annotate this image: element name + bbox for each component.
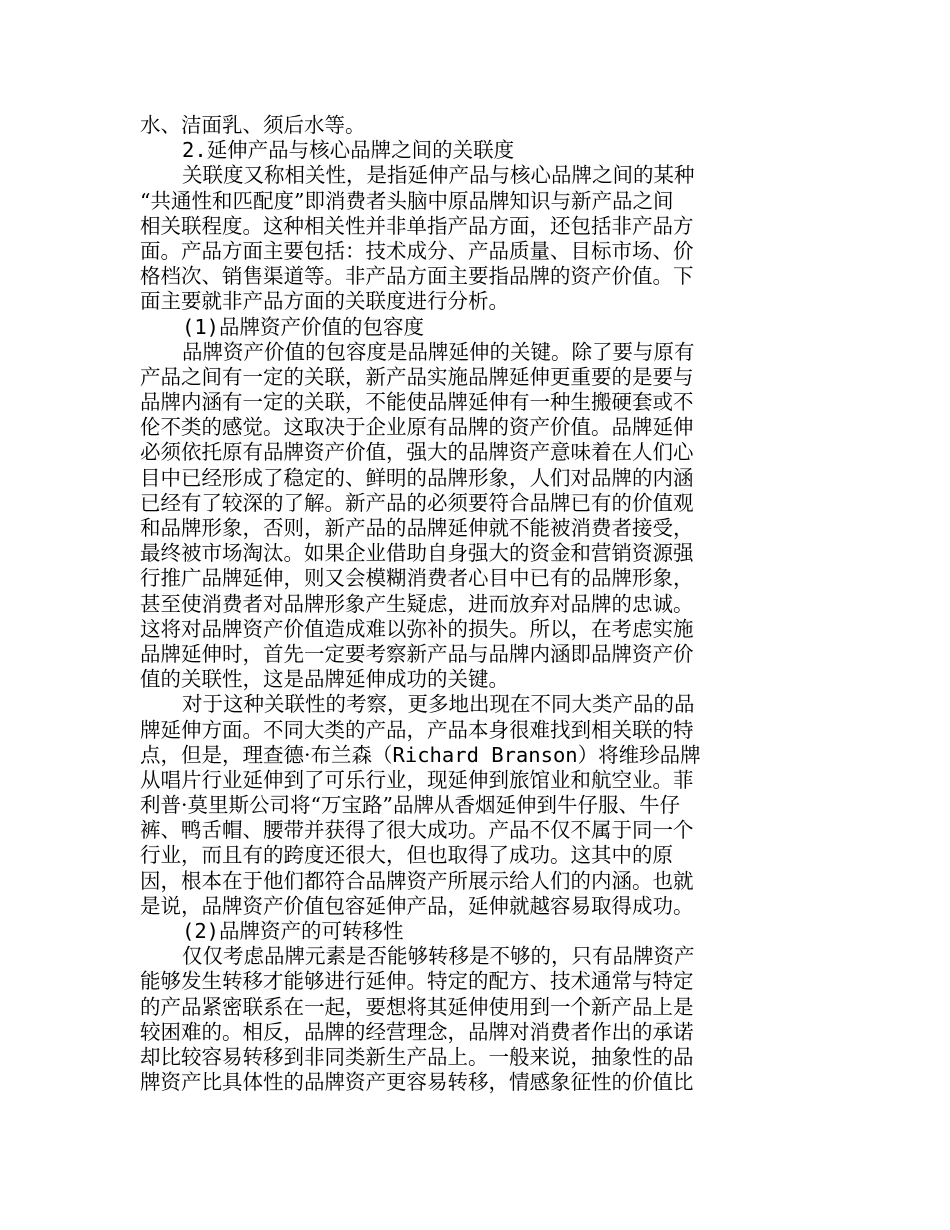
text-line: 品牌延伸时，首先一定要考察新产品与品牌内涵即品牌资产价 [140,641,694,666]
text-line: (2)品牌资产的可转移性 [182,919,404,943]
text-line: 行业，而且有的跨度还很大，但也取得了成功。这其中的原 [140,843,673,868]
document-page [140,113,740,1095]
text-line: 产品之间有一定的关联，新产品实施品牌延伸更重要的是要与 [140,364,694,389]
text-line: 和品牌形象，否则，新产品的品牌延伸就不能被消费者接受， [140,516,694,540]
text-line: 2.延伸产品与核心品牌之间的关联度 [182,138,515,163]
text-line: 相关联程度。这种相关性并非单指产品方面，还包括非产品方 [140,213,694,238]
text-line: 已经有了较深的了解。新产品的必须要符合品牌已有的价值观 [140,490,694,515]
text-line: 这将对品牌资产价值造成难以弥补的损失。所以，在考虑实施 [140,616,694,641]
text-line: 面。产品方面主要包括：技术成分、产品质量、目标市场、价 [140,238,694,263]
text-line: 必须依托原有品牌资产价值，强大的品牌资产意味着在人们心 [140,440,694,465]
text-line: 伦不类的感觉。这取决于企业原有品牌的资产价值。品牌延伸 [140,415,694,440]
text-line: 能够发生转移才能够进行延伸。特定的配方、技术通常与特定 [140,969,694,994]
text-line: 品牌资产价值的包容度是品牌延伸的关键。除了要与原有 [182,339,695,364]
text-line: 值的关联性，这是品牌延伸成功的关键。 [140,667,509,692]
text-line: 牌延伸方面。不同大类的产品，产品本身很难找到相关联的特 [140,717,694,742]
text-line: 行推广品牌延伸，则又会模糊消费者心目中已有的品牌形象， [140,566,694,591]
text-line: 较困难的。相反，品牌的经营理念，品牌对消费者作出的承诺 [140,1019,694,1044]
text-line: 却比较容易转移到非同类新生产品上。一般来说，抽象性的品 [140,1044,694,1069]
text-line: 目中已经形成了稳定的、鲜明的品牌形象，人们对品牌的内涵 [140,465,694,490]
text-line: 关联度又称相关性，是指延伸产品与核心品牌之间的某种 [182,163,695,188]
text-line: 裤、鸭舌帽、腰带并获得了很大成功。产品不仅不属于同一个 [140,818,694,843]
text-line: 利普·莫里斯公司将“万宝路”品牌从香烟延伸到牛仔服、牛仔 [140,793,680,818]
text-line: 从唱片行业延伸到了可乐行业，现延伸到旅馆业和航空业。菲 [140,767,694,792]
text-line: 水、洁面乳、须后水等。 [140,113,366,137]
text-line: 是说，品牌资产价值包容延伸产品，延伸就越容易取得成功。 [140,893,694,918]
text-line: 牌资产比具体性的品牌资产更容易转移，情感象征性的价值比 [140,1070,694,1095]
text-line: 对于这种关联性的考察，更多地出现在不同大类产品的品 [182,692,695,717]
text-line: 最终被市场淘汰。如果企业借助自身强大的资金和营销资源强 [140,541,694,566]
text-line: 品牌内涵有一定的关联，不能使品牌延伸有一种生搬硬套或不 [140,390,694,415]
text-line: 点，但是，理查德·布兰森（Richard Branson）将维珍品牌 [140,742,701,767]
text-line: 甚至使消费者对品牌形象产生疑虑，进而放弃对品牌的忠诚。 [140,591,694,616]
text-line: 格档次、销售渠道等。非产品方面主要指品牌的资产价值。下 [140,264,694,289]
text-line: 的产品紧密联系在一起，要想将其延伸使用到一个新产品上是 [140,994,694,1019]
text-line: 面主要就非产品方面的关联度进行分析。 [140,289,509,314]
text-line: 因，根本在于他们都符合品牌资产所展示给人们的内涵。也就 [140,868,694,893]
text-line: 仅仅考虑品牌元素是否能够转移是不够的，只有品牌资产 [182,944,695,969]
text-line: (1)品牌资产价值的包容度 [182,314,425,339]
text-line: “共通性和匹配度”即消费者头脑中原品牌知识与新产品之间 [140,188,674,213]
